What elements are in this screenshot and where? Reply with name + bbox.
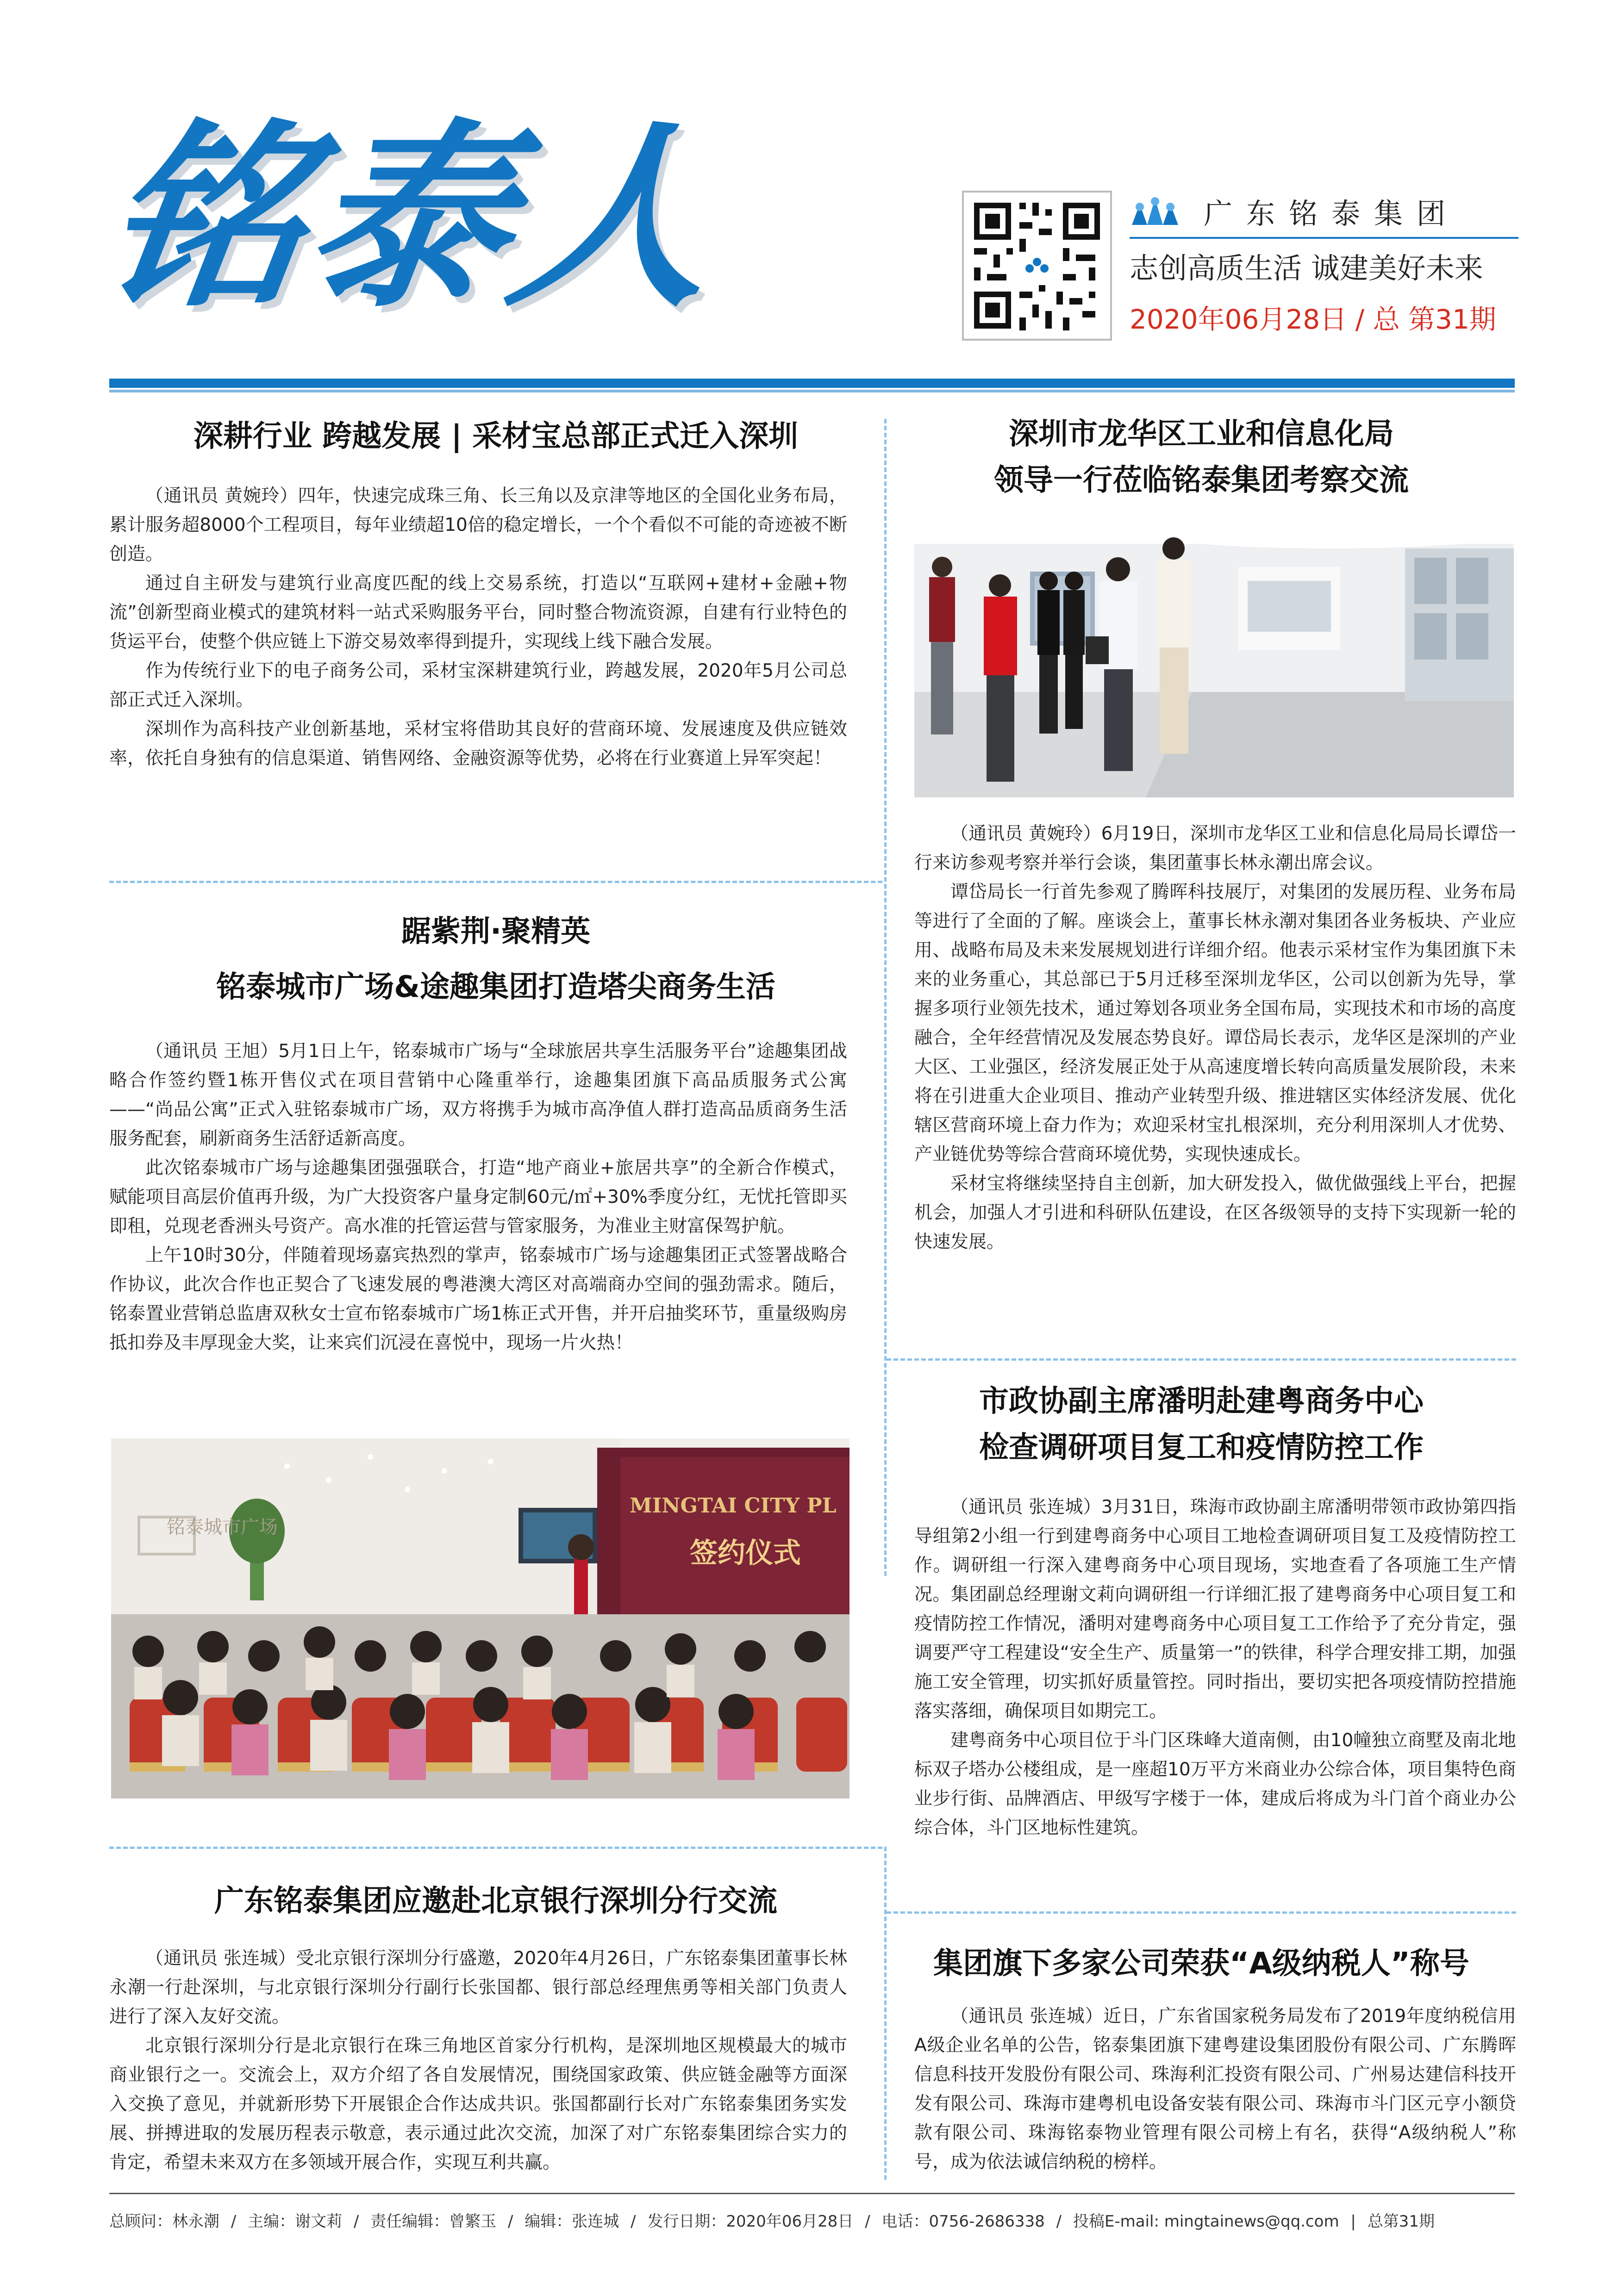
event-photo bbox=[111, 1438, 849, 1798]
paragraph: 谭岱局长一行首先参观了腾晖科技展厅，对集团的发展历程、业务布局等进行了全面的了解。座谈会上，董事长林永潮对集团各业务板块、产业应用、战略布局及未来发展规划进行详细介绍。他表示采材宝作为集团旗下未来的业务重心，其总部已于5月迁移至深圳龙华区，公司以创新为先导，掌握多项行业领先技术，通过筹划各项业务全国布局，实现技术和市场的高度融合，全年经营情况及发展态势良好。谭岱局长表示，龙华区是深圳的产业大区、工业强区，经济发展正处于从高速度增长转向高质量发展阶段，未来将在引进重大企业项目、推动产业转型升级、推进辖区实体经济发展、优化辖区营商环境上奋力作为；欢迎采材宝扎根深圳，充分利用深圳人才优势、产业链优势等综合营商环境优势，实现快速成长。 bbox=[914, 882, 1516, 1165]
column-separator bbox=[884, 1847, 887, 2180]
footer-chief-editor: 主编：谢文莉 bbox=[248, 2212, 343, 2231]
footer-email[interactable]: 投稿E-mail: mingtainews@qq.com bbox=[1073, 2212, 1339, 2231]
section-separator bbox=[109, 881, 882, 883]
article-headline: 广东铭泰集团应邀赴北京银行深圳分行交流 bbox=[214, 1884, 777, 1918]
paragraph: （通讯员 张连城）受北京银行深圳分行盛邀，2020年4月26日，广东铭泰集团董事长林永潮一行赴深圳，与北京银行深圳分行副行长张国都、银行部总经理焦勇等相关部门负责人进行了深入友好交流。 bbox=[109, 1948, 847, 2027]
paragraph: 通过自主研发与建筑行业高度匹配的线上交易系统，打造以“互联网+建材+金融+物流”创新型商业模式的建筑材料一站式采购服务平台，同时整合物流资源，自建有行业特色的货运平台，使整个供应链上下游交易效率得到提升，实现线上线下融合发展。 bbox=[109, 573, 847, 652]
company-name: 广东铭泰集团 bbox=[1204, 196, 1460, 230]
issue-date: 2020年06月28日 / 总 第31期 bbox=[1130, 304, 1496, 335]
footer-sep: | bbox=[1350, 2212, 1356, 2231]
footer-advisor: 总顾问：林永潮 bbox=[109, 2212, 219, 2231]
footer bbox=[109, 2203, 1515, 2240]
footer-sep: / bbox=[865, 2212, 870, 2231]
footer-date: 发行日期：2020年06月28日 bbox=[647, 2212, 854, 2231]
brand-divider bbox=[1130, 237, 1518, 239]
header-rule-thin bbox=[109, 390, 1515, 392]
paragraph: 此次铭泰城市广场与途趣集团强强联合，打造“地产商业+旅居共享”的全新合作模式，赋能项目高层价值再升级，为广大投资客户量身定制60元/㎡+30%季度分红，无忧托管即买即租，兑现老香洲头号资产。高水准的托管运营与管家服务，为准业主财富保驾护航。 bbox=[109, 1157, 847, 1237]
article-body bbox=[109, 1944, 847, 2177]
footer-rule bbox=[109, 2193, 1515, 2194]
paragraph: 建粤商务中心项目位于斗门区珠峰大道南侧，由10幢独立商墅及南北地标双子塔办公楼组成，是一座超10万平方米商业办公综合体，项目集特色商业步行街、品牌酒店、甲级写字楼于一体，建成后将成为斗门首个商业办公综合体，斗门区地标性建筑。 bbox=[914, 1730, 1516, 1838]
article-headline: 深圳市龙华区工业和信息化局 bbox=[1009, 417, 1394, 451]
paragraph: （通讯员 张连城）3月31日，珠海市政协副主席潘明带领市政协第四指导组第2小组一行到建粤商务中心项目工地检查调研项目复工及疫情防控工作。调研组一行深入建粤商务中心项目现场，实地查看了各项施工生产情况。集团副总经理谢文莉向调研组一行详细汇报了建粤商务中心项目复工和疫情防控工作情况，潘明对建粤商务中心项目复工工作给予了充分肯定，强调要严守工程建设“安全生产、质量第一”的铁律，科学合理安排工期，加强施工安全管理，切实抓好质量管控。同时指出，要切实把各项疫情防控措施落实落细，确保项目如期完工。 bbox=[914, 1497, 1516, 1722]
wall-logo-text: 铭泰城市广场 bbox=[167, 1517, 278, 1538]
event-sign-subtitle: 签约仪式 bbox=[690, 1537, 801, 1569]
article-body bbox=[914, 1493, 1516, 1842]
qr-code-icon bbox=[962, 191, 1112, 341]
paragraph: 深圳作为高科技产业创新基地，采材宝将借助其良好的营商环境、发展速度及供应链效率，依托自身独有的信息渠道、销售网络、金融资源等优势，必将在行业赛道上异军突起！ bbox=[109, 719, 847, 769]
article-headline: 集团旗下多家公司荣获“A级纳税人”称号 bbox=[933, 1947, 1469, 1981]
article-headline: 检查调研项目复工和疫情防控工作 bbox=[979, 1431, 1424, 1465]
paragraph: 上午10时30分，伴随着现场嘉宾热烈的掌声，铭泰城市广场与途趣集团正式签署战略合作协议，此次合作也正契合了飞速发展的粤港澳大湾区对高端商办空间的强劲需求。随后，铭泰置业营销总监唐双秋女士宣布铭泰城市广场1栋正式开售，并开启抽奖环节，重量级购房抵扣券及丰厚现金大奖，让来宾们沉浸在喜悦中，现场一片火热！ bbox=[109, 1245, 847, 1353]
paragraph: 北京银行深圳分行是北京银行在珠三角地区首家分行机构，是深圳地区规模最大的城市商业银行之一。交流会上，双方介绍了各自发展情况，围绕国家政策、供应链金融等方面深入交换了意见，并就新形势下开展银企合作达成共识。张国都副行长对广东铭泰集团务实发展、拼搏进取的发展历程表示敬意，表示通过此次交流，加深了对广东铭泰集团综合实力的肯定，希望未来双方在多领域开展合作，实现互利共赢。 bbox=[109, 2035, 847, 2173]
paragraph: （通讯员 黄婉玲）6月19日，深圳市龙华区工业和信息化局局长谭岱一行来访参观考察并举行会谈，集团董事长林永潮出席会议。 bbox=[914, 823, 1516, 873]
footer-editor: 编辑：张连城 bbox=[525, 2212, 619, 2231]
article-headline: 深耕行业 跨越发展 | 采材宝总部正式迁入深圳 bbox=[193, 419, 799, 454]
paragraph: 采材宝将继续坚持自主创新，加大研发投入，做优做强线上平台，把握机会，加强人才引进和科研队伍建设，在区各级领导的支持下实现新一轮的快速发展。 bbox=[914, 1173, 1516, 1252]
visit-photo bbox=[914, 516, 1514, 797]
event-sign-text: MINGTAI CITY PL bbox=[630, 1494, 837, 1518]
footer-sep: / bbox=[231, 2212, 237, 2231]
article-body bbox=[914, 819, 1516, 1257]
footer-responsible-editor: 责任编辑：曾繁玉 bbox=[370, 2212, 497, 2231]
footer-sep: / bbox=[1056, 2212, 1062, 2231]
slogan: 志创高质生活 诚建美好未来 bbox=[1130, 251, 1483, 285]
footer-sep: / bbox=[631, 2212, 636, 2231]
footer-phone: 电话：0756-2686338 bbox=[881, 2212, 1045, 2231]
section-separator bbox=[109, 1847, 882, 1849]
section-separator bbox=[887, 1911, 1516, 1914]
footer-issue: 总第31期 bbox=[1367, 2212, 1435, 2231]
article-headline: 领导一行莅临铭泰集团考察交流 bbox=[994, 463, 1409, 498]
paragraph: 作为传统行业下的电子商务公司，采材宝深耕建筑行业，跨越发展，2020年5月公司总部正式迁入深圳。 bbox=[109, 660, 847, 710]
article-body bbox=[109, 1037, 847, 1357]
brand-row bbox=[1130, 190, 1518, 232]
masthead-title: 铭泰人 bbox=[90, 100, 734, 334]
paragraph: （通讯员 王旭）5月1日上午，铭泰城市广场与“全球旅居共享生活服务平台”途趣集团战略合作签约暨1栋开售仪式在项目营销中心隆重举行，途趣集团旗下高品质服务式公寓——“尚品公寓”正式入驻铭泰城市广场，双方将携手为城市高净值人群打造高品质商务生活服务配套，刷新商务生活舒适新高度。 bbox=[109, 1041, 847, 1149]
article-body bbox=[914, 2002, 1516, 2177]
paragraph: （通讯员 黄婉玲）四年，快速完成珠三角、长三角以及京津等地区的全国化业务布局，累计服务超8000个工程项目，每年业绩超10倍的稳定增长，一个个看似不可能的奇迹被不断创造。 bbox=[109, 485, 847, 565]
article-headline: 市政协副主席潘明赴建粤商务中心 bbox=[979, 1384, 1424, 1419]
article-headline: 铭泰城市广场&途趣集团打造塔尖商务生活 bbox=[216, 970, 775, 1004]
header-rule bbox=[109, 379, 1515, 388]
footer-sep: / bbox=[508, 2212, 513, 2231]
paragraph: （通讯员 张连城）近日，广东省国家税务局发布了2019年度纳税信用A级企业名单的公告，铭泰集团旗下建粤建设集团股份有限公司、广东腾晖信息科技开发股份有限公司、珠海利汇投资有限公司、广州易达建信科技开发有限公司、珠海市建粤机电设备安装有限公司、珠海市斗门区元亨小额贷款有限公司、珠海铭泰物业管理有限公司榜上有名，获得“A级纳税人”称号，成为依法诚信纳税的榜样。 bbox=[914, 2006, 1516, 2172]
footer-sep: / bbox=[353, 2212, 359, 2231]
article-headline: 踞紫荆·聚精英 bbox=[401, 915, 591, 949]
article-body bbox=[109, 481, 847, 773]
mingtai-logo-icon bbox=[1130, 195, 1181, 227]
section-separator bbox=[887, 1358, 1516, 1361]
